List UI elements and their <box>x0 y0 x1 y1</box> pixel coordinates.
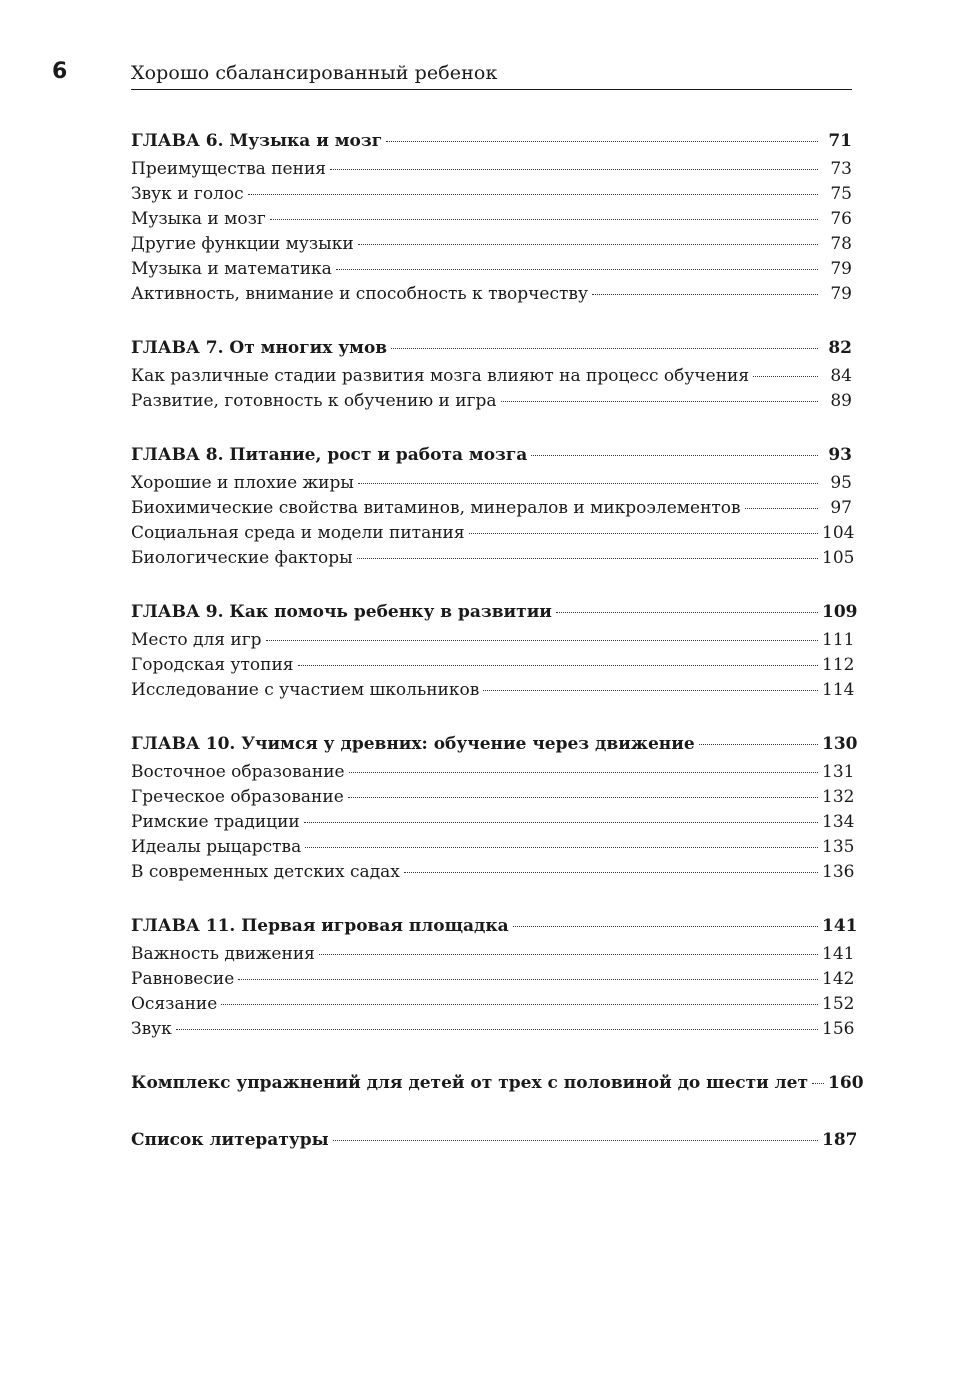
dot-leader <box>745 508 818 509</box>
toc-chapter <box>131 126 852 307</box>
toc-entry-title: Греческое образование <box>131 787 344 807</box>
toc-entry-page-number: 160 <box>828 1073 864 1093</box>
toc-entry-title: В современных детских садах <box>131 862 400 882</box>
dot-leader <box>386 141 818 142</box>
toc-entry-page-number: 142 <box>822 969 855 989</box>
toc-entry-title: ГЛАВА 9. Как помочь ребенку в развитии <box>131 602 552 622</box>
toc-section-entry[interactable] <box>131 521 855 546</box>
toc-section-entry[interactable] <box>131 810 855 835</box>
toc-entry-title: Римские традиции <box>131 812 300 832</box>
dot-leader <box>556 612 818 613</box>
toc-entry-title: Важность движения <box>131 944 315 964</box>
dot-leader <box>483 690 818 691</box>
toc-entry-page-number: 114 <box>822 680 855 700</box>
page-number: 6 <box>52 59 68 84</box>
toc-entry-title: Социальная среда и модели питания <box>131 523 465 543</box>
toc-entry-page-number: 84 <box>830 366 852 386</box>
dot-leader <box>248 194 818 195</box>
dot-leader <box>333 1140 818 1141</box>
toc-entry-page-number: 132 <box>822 787 855 807</box>
toc-entry-title: Исследование с участием школьников <box>131 680 480 700</box>
toc-section-entry[interactable] <box>131 257 852 282</box>
toc-entry-title: ГЛАВА 7. От многих умов <box>131 338 388 358</box>
toc-section-entry[interactable] <box>131 496 852 521</box>
dot-leader <box>358 483 818 484</box>
dot-leader <box>404 872 818 873</box>
toc-entry-page-number: 112 <box>822 655 855 675</box>
toc-entry-page-number: 135 <box>822 837 855 857</box>
dot-leader <box>238 979 818 980</box>
dot-leader <box>513 926 818 927</box>
toc-entry-title: Развитие, готовность к обучению и игра <box>131 391 497 411</box>
toc-entry-title: Музыка и математика <box>131 259 332 279</box>
toc-entry-page-number: 104 <box>822 523 855 543</box>
toc-section-entry[interactable] <box>131 992 855 1017</box>
toc-section-entry[interactable] <box>131 678 855 703</box>
dot-leader <box>336 269 818 270</box>
dot-leader <box>349 772 818 773</box>
dot-leader <box>753 376 818 377</box>
toc-chapter <box>131 440 855 571</box>
dot-leader <box>531 455 818 456</box>
toc-section-entry[interactable] <box>131 1017 855 1042</box>
dot-leader <box>592 294 818 295</box>
toc-section-entry[interactable] <box>131 835 855 860</box>
toc-section-entry[interactable] <box>131 942 855 967</box>
toc-entry-page-number: 134 <box>822 812 855 832</box>
toc-section-entry[interactable] <box>131 364 852 389</box>
toc-section-entry[interactable] <box>131 860 855 885</box>
toc-entry-title: Место для игр <box>131 630 262 650</box>
dot-leader <box>391 348 818 349</box>
toc-entry-page-number: 75 <box>830 184 852 204</box>
toc-section-entry[interactable] <box>131 232 852 257</box>
toc-chapter-heading[interactable] <box>131 729 858 760</box>
table-of-contents <box>131 126 864 1156</box>
toc-entry-title: Биологические факторы <box>131 548 353 568</box>
toc-standalone-entry[interactable] <box>131 1068 864 1099</box>
toc-entry-page-number: 156 <box>822 1019 855 1039</box>
toc-entry-page-number: 82 <box>828 338 852 358</box>
toc-entry-page-number: 187 <box>822 1130 858 1150</box>
dot-leader <box>298 665 818 666</box>
toc-entry-title: ГЛАВА 8. Питание, рост и работа мозга <box>131 445 528 465</box>
toc-entry-title: ГЛАВА 10. Учимся у древних: обучение через движение <box>131 734 695 754</box>
toc-chapter-heading[interactable] <box>131 126 852 157</box>
dot-leader <box>266 640 818 641</box>
toc-entry-page-number: 136 <box>822 862 855 882</box>
dot-leader <box>699 744 818 745</box>
toc-entry-title: Хорошие и плохие жиры <box>131 473 354 493</box>
toc-entry-page-number: 111 <box>822 630 855 650</box>
toc-chapter <box>131 1068 864 1099</box>
toc-entry-title: Преимущества пения <box>131 159 327 179</box>
dot-leader <box>330 169 818 170</box>
toc-chapter <box>131 1125 858 1156</box>
toc-entry-page-number: 89 <box>830 391 852 411</box>
toc-entry-title: Равновесие <box>131 969 235 989</box>
toc-entry-title: Осязание <box>131 994 218 1014</box>
dot-leader <box>812 1083 824 1084</box>
toc-chapter-heading[interactable] <box>131 597 858 628</box>
toc-entry-page-number: 141 <box>822 916 858 936</box>
toc-entry-page-number: 131 <box>822 762 855 782</box>
toc-entry-title: Другие функции музыки <box>131 234 354 254</box>
toc-entry-page-number: 141 <box>822 944 855 964</box>
toc-entry-title: Как различные стадии развития мозга влияют на процесс обучения <box>131 366 750 386</box>
dot-leader <box>176 1029 818 1030</box>
toc-entry-title: Идеалы рыцарства <box>131 837 302 857</box>
toc-section-entry[interactable] <box>131 653 855 678</box>
toc-entry-page-number: 97 <box>830 498 852 518</box>
dot-leader <box>270 219 818 220</box>
toc-entry-title: ГЛАВА 11. Первая игровая площадка <box>131 916 509 936</box>
toc-entry-title: Комплекс упражнений для детей от трех с половиной до шести лет <box>131 1073 809 1093</box>
dot-leader <box>357 558 818 559</box>
toc-section-entry[interactable] <box>131 785 855 810</box>
toc-entry-page-number: 93 <box>828 445 852 465</box>
toc-entry-title: Музыка и мозг <box>131 209 266 229</box>
toc-chapter-heading[interactable] <box>131 440 852 471</box>
toc-entry-page-number: 76 <box>830 209 852 229</box>
toc-entry-title: ГЛАВА 6. Музыка и мозг <box>131 131 383 151</box>
dot-leader <box>221 1004 818 1005</box>
toc-section-entry[interactable] <box>131 967 855 992</box>
toc-entry-page-number: 152 <box>822 994 855 1014</box>
toc-section-entry[interactable] <box>131 389 852 414</box>
toc-entry-page-number: 79 <box>830 284 852 304</box>
toc-entry-page-number: 109 <box>822 602 858 622</box>
toc-entry-title: Активность, внимание и способность к творчеству <box>131 284 588 304</box>
toc-section-entry[interactable] <box>131 760 855 785</box>
toc-entry-page-number: 95 <box>830 473 852 493</box>
toc-entry-title: Звук <box>131 1019 172 1039</box>
running-title: Хорошо сбалансированный ребенок <box>131 62 498 84</box>
toc-chapter <box>131 729 858 885</box>
toc-entry-page-number: 79 <box>830 259 852 279</box>
dot-leader <box>469 533 818 534</box>
toc-chapter <box>131 911 858 1042</box>
toc-chapter <box>131 333 852 414</box>
toc-section-entry[interactable] <box>131 182 852 207</box>
toc-standalone-entry[interactable] <box>131 1125 858 1156</box>
toc-section-entry[interactable] <box>131 207 852 232</box>
toc-entry-title: Восточное образование <box>131 762 345 782</box>
toc-entry-page-number: 130 <box>822 734 858 754</box>
toc-entry-page-number: 78 <box>830 234 852 254</box>
toc-entry-page-number: 105 <box>822 548 855 568</box>
toc-section-entry[interactable] <box>131 628 855 653</box>
toc-entry-title: Биохимические свойства витаминов, минералов и микроэлементов <box>131 498 741 518</box>
toc-section-entry[interactable] <box>131 282 852 307</box>
dot-leader <box>501 401 818 402</box>
dot-leader <box>358 244 818 245</box>
dot-leader <box>319 954 818 955</box>
toc-section-entry[interactable] <box>131 546 855 571</box>
header-rule <box>131 89 852 90</box>
toc-entry-title: Список литературы <box>131 1130 329 1150</box>
toc-section-entry[interactable] <box>131 471 852 496</box>
toc-chapter <box>131 597 858 703</box>
toc-chapter-heading[interactable] <box>131 333 852 364</box>
toc-section-entry[interactable] <box>131 157 852 182</box>
dot-leader <box>305 847 818 848</box>
toc-entry-title: Городская утопия <box>131 655 294 675</box>
toc-entry-page-number: 71 <box>828 131 852 151</box>
toc-entry-title: Звук и голос <box>131 184 244 204</box>
toc-chapter-heading[interactable] <box>131 911 858 942</box>
dot-leader <box>304 822 818 823</box>
dot-leader <box>348 797 818 798</box>
toc-entry-page-number: 73 <box>830 159 852 179</box>
